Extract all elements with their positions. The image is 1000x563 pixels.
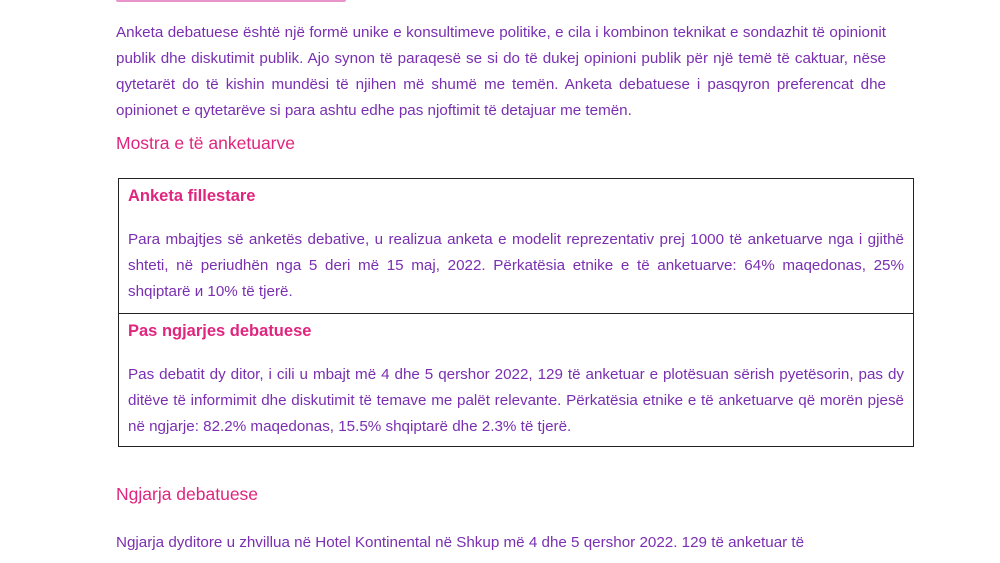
initial-survey-text: Para mbajtjes së anketës debative, u realizua anketa e modelit reprezentativ prej 1000 të anketuarve nga i gjithë shteti, në periudhën nga 5 deri më 15 maj, 2022. Përkatësia etnike e të anketuarve: 64% maqedonas, 25% shqiptarë и 10% të tjerë.	[128, 231, 904, 300]
post-event-title: Pas ngjarjes debatuese	[128, 322, 312, 340]
event-paragraph: Ngjarja dyditore u zhvillua në Hotel Kontinental në Shkup më 4 dhe 5 qershor 2022. 129 të anketuar të	[116, 534, 805, 551]
section-heading-event: Ngjarja debatuese	[116, 484, 259, 504]
previous-heading-fragment	[116, 0, 346, 2]
post-event-box	[118, 313, 914, 447]
intro-paragraph: Anketa debatuese është një formë unike e konsultimeve politike, e cila i kombinon teknikat e sondazhit të opinionit publik dhe diskutimit publik. Ajo synon të paraqesë se si do të dukej opinioni publik për një temë të caktuar, nëse qytetarët do të kishin mundësi të njihen më shumë me temën. Anketa debatuese i pasqyron preferencat dhe opinionet e qytetarëve si para ashtu edhe pas njoftimit të detajuar me temën.	[116, 24, 886, 119]
initial-survey-box	[118, 178, 914, 314]
section-heading-sample: Mostra e të anketuarve	[116, 133, 295, 153]
initial-survey-title: Anketa fillestare	[128, 187, 256, 205]
post-event-text: Pas debatit dy ditor, i cili u mbajt më 4 dhe 5 qershor 2022, 129 të anketuar e plotësuan sërish pyetësorin, pas dy ditëve të informimit dhe diskutimit të temave me palët relevante. Përkatësia etnike e të anketuarve që morën pjesë në ngjarje: 82.2% maqedonas, 15.5% shqiptarë dhe 2.3% të tjerë.	[128, 366, 904, 435]
